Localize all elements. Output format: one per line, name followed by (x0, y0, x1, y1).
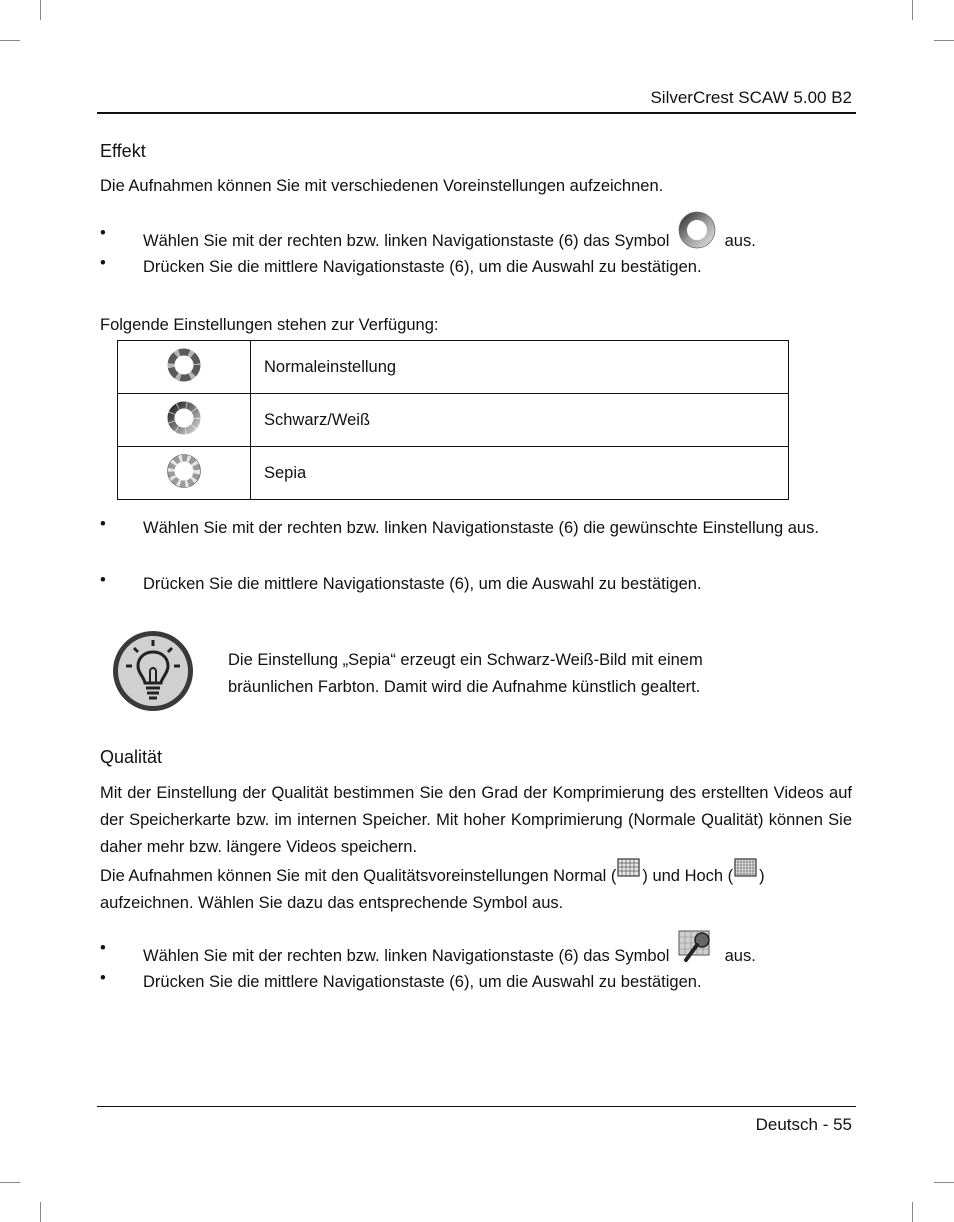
effekt-bullet-3: • Wählen Sie mit der rechten bzw. linken Navigationstaste (6) die gewünschte Einstellung aus. (100, 515, 819, 537)
qualitaet-bullet-1: • Wählen Sie mit der rechten bzw. linken Navigationstaste (6) das Symbol aus. (100, 939, 852, 974)
crop-mark (934, 40, 954, 41)
qualitaet-bullet-2: • Drücken Sie die mittlere Navigationstaste (6), um die Auswahl zu bestätigen. (100, 969, 702, 991)
setting-label: Normaleinstellung (251, 341, 789, 394)
color-ring-icon (164, 370, 204, 388)
qualitaet-para-1: Mit der Einstellung der Qualität bestimmen Sie den Grad der Komprimierung des erstellten Videos auf der Speicherkarte bzw. im internen Speicher. Mit hoher Komprimierung (Normale Qualität) können Sie daher mehr bzw. längere Videos speichern. (100, 784, 852, 856)
footer-rule (97, 1106, 856, 1107)
setting-label: Sepia (251, 447, 789, 500)
bw-ring-icon (164, 423, 204, 441)
table-row (118, 394, 789, 447)
quality-normal-icon (616, 856, 642, 889)
setting-label: Schwarz/Weiß (251, 394, 789, 447)
table-row (118, 447, 789, 500)
effekt-bullet-4: • Drücken Sie die mittlere Navigationstaste (6), um die Auswahl zu bestätigen. (100, 571, 702, 593)
lightbulb-icon (110, 628, 196, 719)
crop-mark (40, 0, 41, 20)
table-intro: Folgende Einstellungen stehen zur Verfügung: (100, 316, 439, 334)
page-number: Deutsch - 55 (755, 1115, 852, 1134)
crop-mark (40, 1202, 41, 1222)
crop-mark (0, 40, 20, 41)
effect-ring-icon (676, 210, 718, 259)
section-heading-effekt: Effekt (100, 141, 146, 161)
crop-mark (912, 1202, 913, 1222)
sepia-ring-icon (164, 476, 204, 494)
crop-mark (912, 0, 913, 20)
section-heading-qualitaet: Qualität (100, 747, 163, 767)
header-title: SilverCrest SCAW 5.00 B2 (650, 88, 852, 107)
quality-high-icon (733, 856, 759, 889)
quality-symbol-icon (676, 927, 718, 974)
crop-mark (0, 1182, 20, 1183)
effekt-intro: Die Aufnahmen können Sie mit verschiedenen Voreinstellungen aufzeichnen. (100, 177, 664, 195)
header-rule (97, 112, 856, 114)
effekt-bullet-2: • Drücken Sie die mittlere Navigationstaste (6), um die Auswahl zu bestätigen. (100, 254, 702, 276)
table-row (118, 341, 789, 394)
effect-settings-table (117, 340, 789, 500)
qualitaet-para-2: Die Aufnahmen können Sie mit den Qualitätsvoreinstellungen Normal ( ) und Hoch ( ) aufzeichnen. Wählen Sie dazu das entsprechende Symbol aus. (100, 863, 852, 917)
note-text: Die Einstellung „Sepia“ erzeugt ein Schwarz-Weiß-Bild mit einem bräunlichen Farbton. Damit wird die Aufnahme künstlich gealtert. (228, 651, 703, 696)
effekt-bullet-1: • Wählen Sie mit der rechten bzw. linken Navigationstaste (6) das Symbol aus. (100, 224, 852, 259)
crop-mark (934, 1182, 954, 1183)
